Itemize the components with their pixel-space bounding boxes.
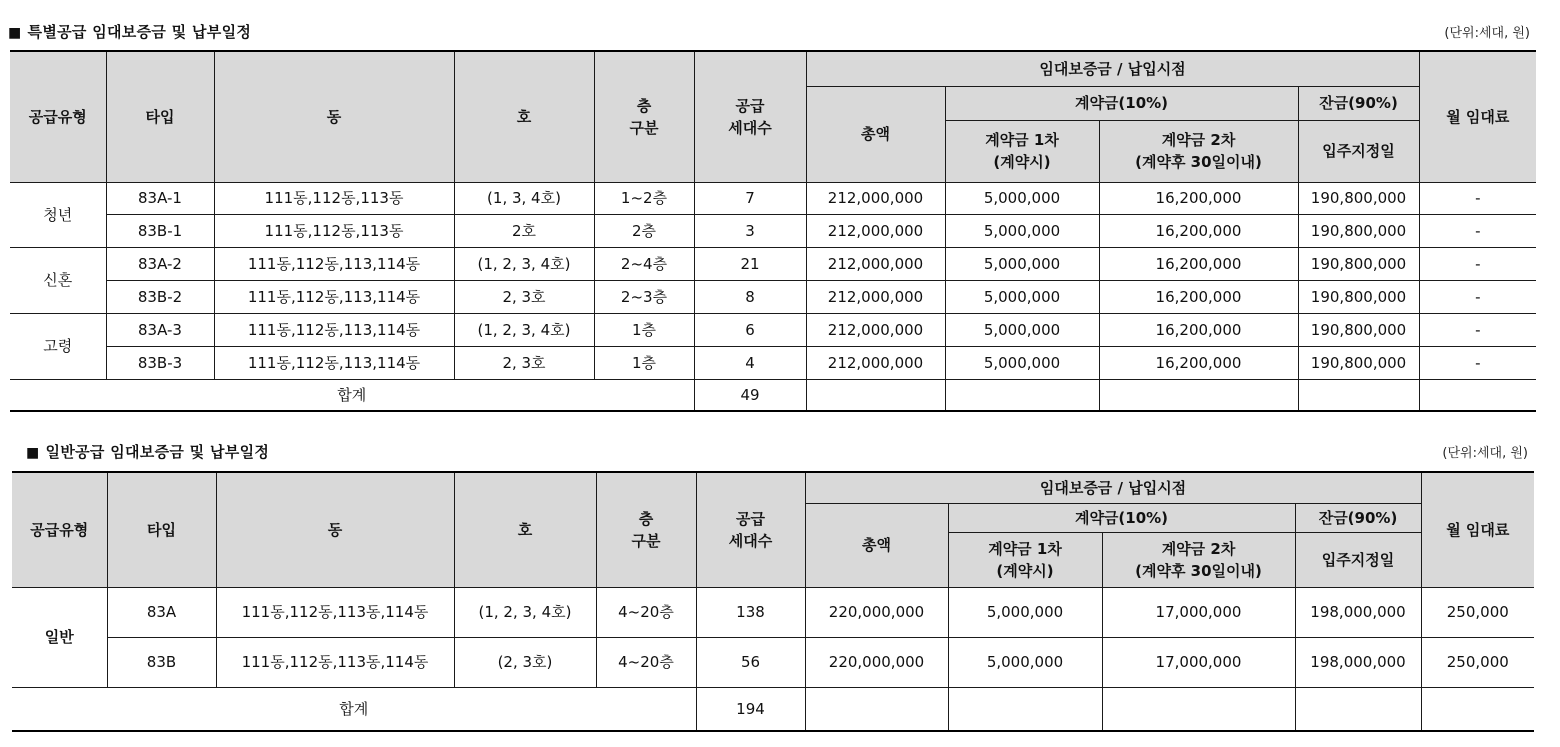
- cell-contract-2: 16,200,000: [1099, 313, 1298, 346]
- cell-balance: 190,800,000: [1298, 280, 1419, 313]
- cell-dong: 111동,112동,113,114동: [214, 313, 454, 346]
- header-ho: 호: [454, 472, 596, 587]
- cell-contract-2: 16,200,000: [1099, 214, 1298, 247]
- sum-empty: [806, 379, 945, 411]
- header-balance: 잔금(90%): [1298, 86, 1419, 120]
- cell-floor: 2층: [594, 214, 694, 247]
- cell-type: 83B-1: [106, 214, 214, 247]
- header-balance: 잔금(90%): [1295, 503, 1421, 532]
- cell-balance: 190,800,000: [1298, 313, 1419, 346]
- cell-ho: (1, 2, 3, 4호): [454, 313, 594, 346]
- sum-row: [10, 379, 1536, 411]
- sum-empty: [945, 379, 1099, 411]
- cell-balance: 198,000,000: [1295, 587, 1421, 637]
- cell-floor: 1~2층: [594, 182, 694, 214]
- cell-dong: 111동,112동,113동,114동: [216, 637, 454, 687]
- cell-dong: 111동,112동,113동,114동: [216, 587, 454, 637]
- cell-balance: 198,000,000: [1295, 637, 1421, 687]
- cell-total: 212,000,000: [806, 182, 945, 214]
- cell-ho: 2호: [454, 214, 594, 247]
- cell-contract-1: 5,000,000: [945, 313, 1099, 346]
- header-dong: 동: [214, 51, 454, 182]
- cell-contract-1: 5,000,000: [945, 346, 1099, 379]
- cell-rent: -: [1419, 346, 1536, 379]
- unit-label-general: (단위:세대, 원): [1442, 446, 1528, 461]
- header-total: 총액: [805, 503, 948, 587]
- sum-units: 49: [694, 379, 806, 411]
- cell-contract-1: 5,000,000: [948, 637, 1102, 687]
- header-rent: 월 임대료: [1421, 472, 1534, 587]
- cell-balance: 190,800,000: [1298, 182, 1419, 214]
- cell-total: 212,000,000: [806, 214, 945, 247]
- sum-empty: [1099, 379, 1298, 411]
- sum-empty: [1419, 379, 1536, 411]
- cell-contract-1: 5,000,000: [945, 214, 1099, 247]
- sum-empty: [1421, 687, 1534, 731]
- sum-empty: [805, 687, 948, 731]
- header-supply-type: 공급유형: [12, 472, 107, 587]
- table-row: [12, 637, 1534, 687]
- header-contract-2: 계약금 2차 (계약후 30일이내): [1102, 532, 1295, 587]
- cell-ho: (2, 3호): [454, 637, 596, 687]
- cell-units: 21: [694, 247, 806, 280]
- cell-type: 83B-2: [106, 280, 214, 313]
- header-contract-2: 계약금 2차 (계약후 30일이내): [1099, 120, 1298, 182]
- group-cell: 신혼: [10, 247, 106, 313]
- sum-empty: [948, 687, 1102, 731]
- section-title-general: ■ 일반공급 임대보증금 및 납부일정: [26, 443, 270, 461]
- cell-units: 4: [694, 346, 806, 379]
- header-units: 공급 세대수: [694, 51, 806, 182]
- cell-contract-1: 5,000,000: [948, 587, 1102, 637]
- sum-empty: [1295, 687, 1421, 731]
- header-movein: 입주지정일: [1298, 120, 1419, 182]
- cell-dong: 111동,112동,113동: [214, 214, 454, 247]
- cell-contract-1: 5,000,000: [945, 280, 1099, 313]
- table-row: [10, 214, 1536, 247]
- cell-ho: (1, 2, 3, 4호): [454, 247, 594, 280]
- unit-label-special: (단위:세대, 원): [1444, 26, 1530, 41]
- cell-units: 56: [696, 637, 805, 687]
- header-type: 타입: [106, 51, 214, 182]
- cell-total: 212,000,000: [806, 346, 945, 379]
- cell-dong: 111동,112동,113,114동: [214, 247, 454, 280]
- cell-units: 138: [696, 587, 805, 637]
- table-row: [10, 346, 1536, 379]
- table-row: [10, 280, 1536, 313]
- header-movein: 입주지정일: [1295, 532, 1421, 587]
- cell-contract-1: 5,000,000: [945, 182, 1099, 214]
- cell-contract-2: 16,200,000: [1099, 182, 1298, 214]
- cell-total: 220,000,000: [805, 587, 948, 637]
- section-title-special: ■ 특별공급 임대보증금 및 납부일정: [8, 23, 252, 41]
- cell-contract-2: 16,200,000: [1099, 346, 1298, 379]
- special-supply-table: [10, 50, 1536, 412]
- sum-label: 합계: [10, 379, 694, 411]
- cell-contract-2: 17,000,000: [1102, 587, 1295, 637]
- cell-type: 83B-3: [106, 346, 214, 379]
- sum-label: 합계: [12, 687, 696, 731]
- group-cell: 청년: [10, 182, 106, 247]
- cell-units: 7: [694, 182, 806, 214]
- group-cell: 일반: [12, 587, 107, 687]
- cell-ho: (1, 3, 4호): [454, 182, 594, 214]
- header-supply-type: 공급유형: [10, 51, 106, 182]
- header-floor: 층 구분: [594, 51, 694, 182]
- cell-floor: 4~20층: [596, 637, 696, 687]
- cell-type: 83B: [107, 637, 216, 687]
- cell-rent: 250,000: [1421, 587, 1534, 637]
- header-ho: 호: [454, 51, 594, 182]
- cell-floor: 4~20층: [596, 587, 696, 637]
- cell-rent: -: [1419, 182, 1536, 214]
- cell-units: 3: [694, 214, 806, 247]
- cell-floor: 2~3층: [594, 280, 694, 313]
- header-dong: 동: [216, 472, 454, 587]
- cell-type: 83A: [107, 587, 216, 637]
- cell-ho: 2, 3호: [454, 346, 594, 379]
- cell-contract-2: 17,000,000: [1102, 637, 1295, 687]
- cell-floor: 2~4층: [594, 247, 694, 280]
- sum-row: [12, 687, 1534, 731]
- cell-dong: 111동,112동,113,114동: [214, 280, 454, 313]
- cell-ho: 2, 3호: [454, 280, 594, 313]
- cell-dong: 111동,112동,113동: [214, 182, 454, 214]
- cell-units: 6: [694, 313, 806, 346]
- cell-type: 83A-3: [106, 313, 214, 346]
- cell-floor: 1층: [594, 346, 694, 379]
- cell-type: 83A-2: [106, 247, 214, 280]
- header-deposit: 임대보증금 / 납입시점: [806, 51, 1419, 86]
- header-contract-1: 계약금 1차 (계약시): [948, 532, 1102, 587]
- cell-contract-1: 5,000,000: [945, 247, 1099, 280]
- cell-balance: 190,800,000: [1298, 214, 1419, 247]
- sum-units: 194: [696, 687, 805, 731]
- cell-dong: 111동,112동,113,114동: [214, 346, 454, 379]
- header-rent: 월 임대료: [1419, 51, 1536, 182]
- table-row: [10, 182, 1536, 214]
- cell-rent: -: [1419, 313, 1536, 346]
- cell-rent: -: [1419, 247, 1536, 280]
- group-cell: 고령: [10, 313, 106, 379]
- cell-total: 220,000,000: [805, 637, 948, 687]
- cell-rent: 250,000: [1421, 637, 1534, 687]
- cell-total: 212,000,000: [806, 280, 945, 313]
- cell-type: 83A-1: [106, 182, 214, 214]
- cell-total: 212,000,000: [806, 247, 945, 280]
- sum-empty: [1102, 687, 1295, 731]
- cell-rent: -: [1419, 214, 1536, 247]
- table-row: [10, 313, 1536, 346]
- header-floor: 층 구분: [596, 472, 696, 587]
- general-supply-table: [12, 471, 1534, 732]
- header-units: 공급 세대수: [696, 472, 805, 587]
- cell-ho: (1, 2, 3, 4호): [454, 587, 596, 637]
- cell-contract-2: 16,200,000: [1099, 280, 1298, 313]
- cell-balance: 190,800,000: [1298, 346, 1419, 379]
- cell-balance: 190,800,000: [1298, 247, 1419, 280]
- square-bullet-icon: ■: [8, 25, 22, 41]
- cell-floor: 1층: [594, 313, 694, 346]
- square-bullet-icon: ■: [26, 445, 40, 461]
- cell-total: 212,000,000: [806, 313, 945, 346]
- header-contract: 계약금(10%): [948, 503, 1295, 532]
- header-contract: 계약금(10%): [945, 86, 1298, 120]
- cell-units: 8: [694, 280, 806, 313]
- sum-empty: [1298, 379, 1419, 411]
- table-row: [10, 247, 1536, 280]
- header-total: 총액: [806, 86, 945, 182]
- header-contract-1: 계약금 1차 (계약시): [945, 120, 1099, 182]
- cell-rent: -: [1419, 280, 1536, 313]
- header-deposit: 임대보증금 / 납입시점: [805, 472, 1421, 503]
- cell-contract-2: 16,200,000: [1099, 247, 1298, 280]
- header-type: 타입: [107, 472, 216, 587]
- table-row: [12, 587, 1534, 637]
